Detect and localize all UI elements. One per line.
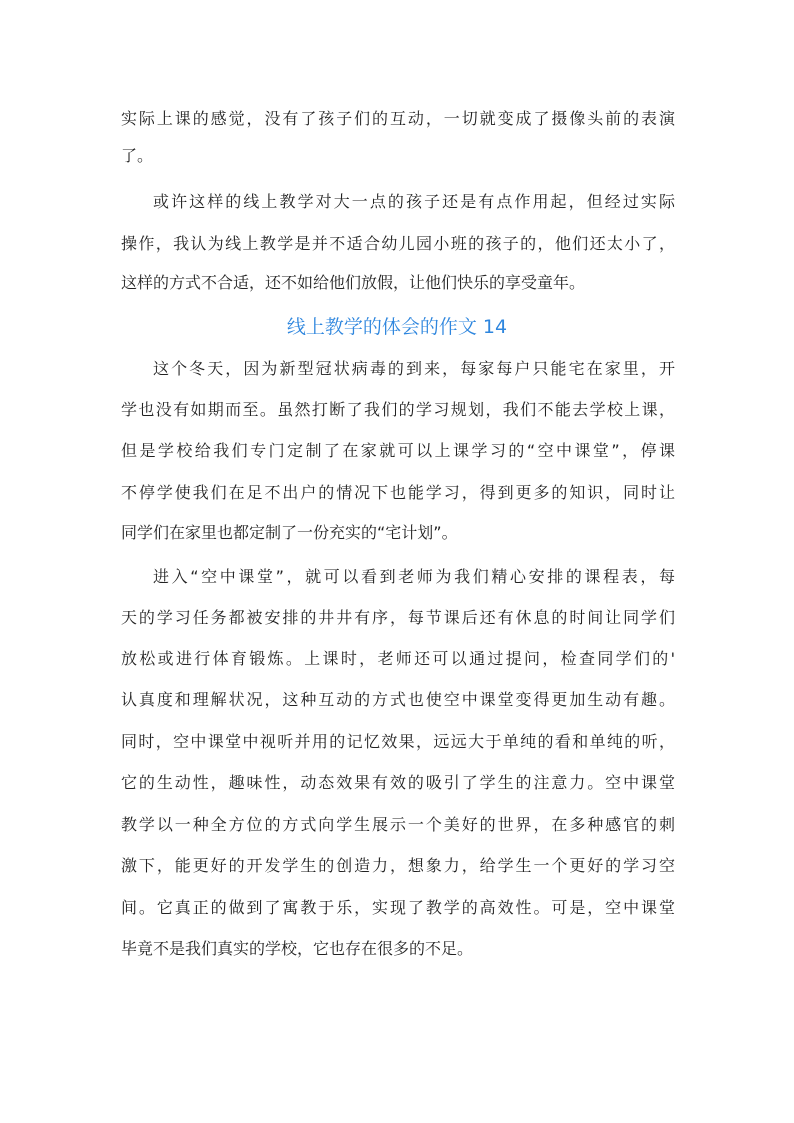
paragraph-line: 进入“空中课堂”，就可以看到老师为我们精心安排的课程表，每 <box>153 567 675 586</box>
paragraph-line: 教学以一种全方位的方式向学生展示一个美好的世界，在多种感官的刺 <box>121 815 675 834</box>
paragraph-line: 毕竟不是我们真实的学校，它也存在很多的不足。 <box>121 939 474 958</box>
paragraph-line: 天的学习任务都被安排的井井有序，每节课后还有休息的时间让同学们 <box>121 608 675 627</box>
paragraph-line: 实际上课的感觉，没有了孩子们的互动，一切就变成了摄像头前的表演 <box>121 109 675 128</box>
section-title: 线上教学的体会的作文 14 <box>286 316 508 338</box>
paragraph-line: 或许这样的线上教学对大一点的孩子还是有点作用起，但经过实际 <box>153 192 675 211</box>
paragraph-line: 放松或进行体育锻炼。上课时，老师还可以通过提问，检查同学们的' <box>121 649 675 668</box>
paragraph-line: 不停学使我们在足不出户的情况下也能学习，得到更多的知识，同时让 <box>121 483 675 502</box>
paragraph-line: 同学们在家里也都定制了一份充实的“宅计划”。 <box>121 523 458 542</box>
paragraph-line: 同时，空中课堂中视听并用的记忆效果，远远大于单纯的看和单纯的听， <box>121 732 675 751</box>
paragraph-line: 间。它真正的做到了寓教于乐，实现了教学的高效性。可是，空中课堂 <box>121 898 675 917</box>
paragraph-line: 认真度和理解状况，这种互动的方式也使空中课堂变得更加生动有趣。 <box>121 690 675 709</box>
paragraph-line: 激下，能更好的开发学生的创造力，想象力，给学生一个更好的学习空 <box>121 856 675 875</box>
paragraph-line: 它的生动性，趣味性，动态效果有效的吸引了学生的注意力。空中课堂 <box>121 773 675 792</box>
paragraph-line: 这样的方式不合适，还不如给他们放假，让他们快乐的享受童年。 <box>121 273 586 292</box>
paragraph-line: 这个冬天，因为新型冠状病毒的到来，每家每户只能宅在家里，开 <box>153 359 675 378</box>
paragraph-line: 学也没有如期而至。虽然打断了我们的学习规划，我们不能去学校上课， <box>121 400 675 419</box>
paragraph-line: 但是学校给我们专门定制了在家就可以上课学习的“空中课堂”，停课 <box>121 441 675 460</box>
paragraph-line: 了。 <box>121 146 154 165</box>
paragraph-line: 操作，我认为线上教学是并不适合幼儿园小班的孩子的，他们还太小了， <box>121 234 675 253</box>
